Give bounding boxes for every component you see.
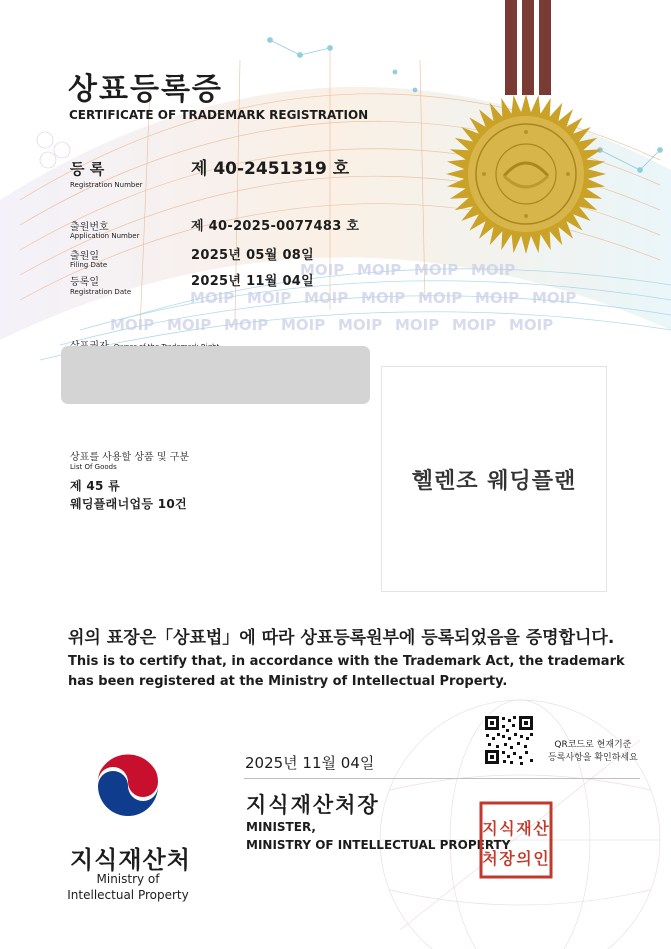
watermark-text: MOIP xyxy=(167,316,212,334)
stamp-character: 장 xyxy=(499,849,515,868)
watermark-text: MOIP xyxy=(190,289,235,307)
minister-en xyxy=(246,818,510,854)
minister-en-line1: MINISTER, xyxy=(246,820,316,834)
regdate-label-en: Registration Date xyxy=(70,288,132,296)
goods-label-ko: 상표를 사용할 상품 및 구분 xyxy=(70,452,189,463)
watermark-text: MOIP xyxy=(304,289,349,307)
statement-en-line2: has been registered at the Ministry of Intellectual Property. xyxy=(68,674,508,689)
goods-detail: 웨딩플래너업등 10건 xyxy=(70,497,187,511)
registration-label-ko: 등 록 xyxy=(70,160,105,178)
watermark-text: MOIP xyxy=(452,316,497,334)
stamp-character: 인 xyxy=(533,849,549,868)
watermark-text: MOIP xyxy=(532,289,577,307)
qr-code-icon[interactable] xyxy=(484,715,534,765)
watermark-text: MOIP xyxy=(414,261,459,279)
application-label-ko: 출원번호 xyxy=(70,222,109,233)
filing-label-en: Filing Date xyxy=(70,261,108,269)
trademark-text: 헬렌조 웨딩플랜 xyxy=(411,468,577,494)
stamp-character: 식 xyxy=(499,819,515,838)
goods-class: 제 45 류 xyxy=(70,479,121,493)
certificate-title-ko: 상표등록증 xyxy=(68,72,223,107)
minister-ko: 지식재산처장 xyxy=(246,793,380,817)
stamp-character: 재 xyxy=(516,819,532,838)
logo-name-en-line2: Intellectual Property xyxy=(67,888,189,902)
watermark-text: MOIP xyxy=(224,316,269,334)
filing-label-ko: 출원일 xyxy=(70,251,99,262)
statement-ko: 위의 표장은「상표법」에 따라 상표등록원부에 등록되었음을 증명합니다. xyxy=(68,628,615,648)
watermark-text: MOIP xyxy=(110,316,155,334)
regdate-label-ko: 등록일 xyxy=(70,277,99,288)
statement-en xyxy=(68,652,625,692)
watermark-text: MOIP xyxy=(471,261,516,279)
stamp-character: 처 xyxy=(482,849,498,868)
watermark-text: MOIP xyxy=(509,316,554,334)
certificate-title-en: CERTIFICATE OF TRADEMARK REGISTRATION xyxy=(69,108,369,122)
watermark-text: MOIP xyxy=(357,261,402,279)
statement-en-line1: This is to certify that, in accordance with the Trademark Act, the trademark xyxy=(68,654,625,669)
registration-number: 제 40-2451319 호 xyxy=(191,159,350,179)
watermark-text: MOIP xyxy=(475,289,520,307)
logo-name-en xyxy=(66,871,190,903)
qr-caption-line2: 등록사항을 확인하세요 xyxy=(548,753,638,763)
registration-date: 2025년 11월 04일 xyxy=(191,274,314,289)
official-stamp-icon xyxy=(478,800,554,880)
stamp-character: 지 xyxy=(482,819,498,838)
ribbon-middle xyxy=(522,0,534,95)
logo-name-ko: 지식재산처 xyxy=(70,846,191,874)
application-number: 제 40-2025-0077483 호 xyxy=(191,219,360,234)
minister-en-line2: MINISTRY OF INTELLECTUAL PROPERTY xyxy=(246,838,511,852)
watermark-text: MOIP xyxy=(281,316,326,334)
stamp-character: 의 xyxy=(516,849,532,868)
divider-line xyxy=(244,778,640,779)
issue-date: 2025년 11월 04일 xyxy=(245,754,375,772)
watermark-text: MOIP xyxy=(361,289,406,307)
application-label-en: Application Number xyxy=(70,232,140,240)
qr-caption xyxy=(548,739,638,765)
stamp-character: 산 xyxy=(533,819,549,838)
watermark-text: MOIP xyxy=(300,261,345,279)
taegeuk-logo-icon xyxy=(90,748,166,824)
gold-seal-icon xyxy=(442,90,610,258)
ribbon-left xyxy=(505,0,517,95)
trademark-box xyxy=(381,366,607,592)
watermark-text: MOIP xyxy=(395,316,440,334)
logo-name-en-line1: Ministry of xyxy=(96,872,160,886)
owner-redaction xyxy=(61,346,370,404)
registration-label-en: Registration Number xyxy=(70,181,143,189)
watermark-text: MOIP xyxy=(247,289,292,307)
watermark-text: MOIP xyxy=(418,289,463,307)
watermark-text: MOIP xyxy=(338,316,383,334)
qr-caption-line1: QR코드로 현재기준 xyxy=(554,740,632,750)
ribbon-right xyxy=(539,0,551,95)
goods-label-en: List Of Goods xyxy=(70,463,117,471)
filing-date: 2025년 05월 08일 xyxy=(191,248,314,263)
